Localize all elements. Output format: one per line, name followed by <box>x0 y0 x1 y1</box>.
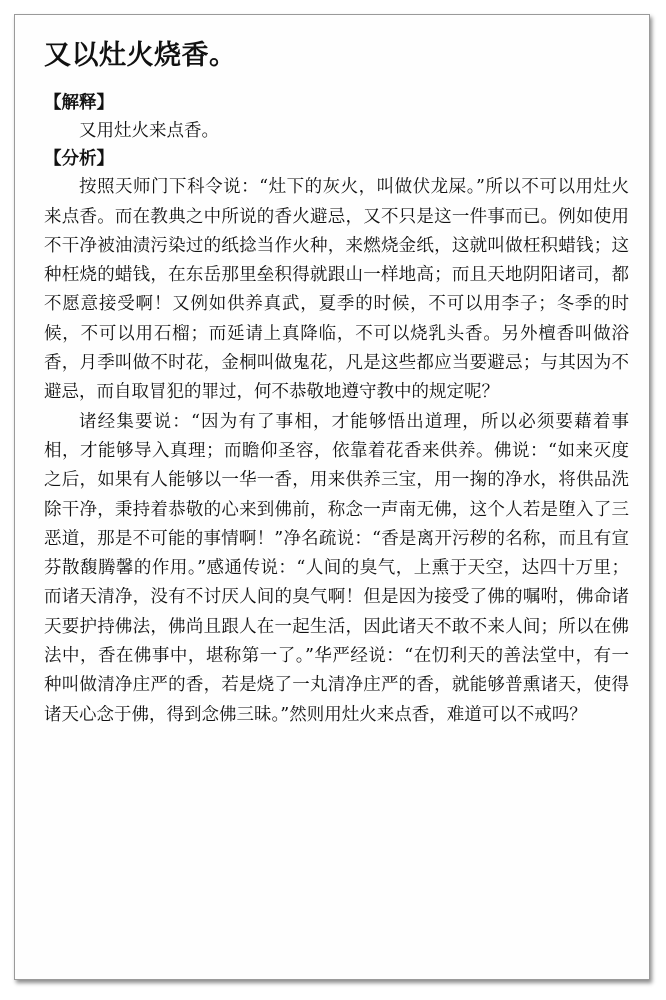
section-heading-analysis: 【分析】 <box>44 149 114 170</box>
analysis-paragraph-1: 按照天师门下科令说：“灶下的灰火，叫做伏龙屎。”所以不可以用灶火来点香。而在教典之中所说的香火避忌，又不只是这一件事而已。例如使用不干净被油渍污染过的纸捻当作火种，来燃烧金纸，这就叫做枉积蜡钱；这种枉烧的蜡钱，在东岳那里垒积得就跟山一样地高；而且天地阴阳诸司，都不愿意接受啊！又例如供养真武，夏季的时候，不可以用李子；冬季的时候，不可以用石榴；而延请上真降临，不可以烧乳头香。另外檀香叫做浴香，月季叫做不时花，金桐叫做鬼花，凡是这些都应当要避忌；与其因为不避忌，而自取冒犯的罪过，何不恭敬地遵守教中的规定呢？ <box>44 177 629 403</box>
explanation-paragraph: 又用灶火来点香。 <box>79 121 219 141</box>
page-content <box>44 28 629 730</box>
page-title: 又以灶火烧香。 <box>44 40 237 71</box>
section-heading-explanation: 【解释】 <box>44 93 114 113</box>
analysis-paragraph-2: 诸经集要说：“因为有了事相，才能够悟出道理，所以必须要藉着事相，才能够导入真理；而瞻仰圣容，依靠着花香来供养。佛说：“如来灭度之后，如果有人能够以一华一香，用来供养三宝，用一掬的净水，将供品洗除干净，秉持着恭敬的心来到佛前，称念一声南无佛，这个人若是堕入了三恶道，那是不可能的事情啊！”净名疏说：“香是离开污秽的名称，而且有宣芬散馥腾馨的作用。”感通传说：“人间的臭气，上熏于天空，达四十万里；而诸天清净，没有不讨厌人间的臭气啊！但是因为接受了佛的嘱咐，佛命诸天要护持佛法，佛尚且跟人在一起生活，因此诸天不敢不来人间；所以在佛法中，香在佛事中，堪称第一了。”华严经说：“在忉利天的善法堂中，有一种叫做清净庄严的香，若是烧了一丸清净庄严的香，就能够普熏诸天，使得诸天心念于佛，得到念佛三昧。”然则用灶火来点香，难道可以不戒吗？ <box>44 411 629 725</box>
